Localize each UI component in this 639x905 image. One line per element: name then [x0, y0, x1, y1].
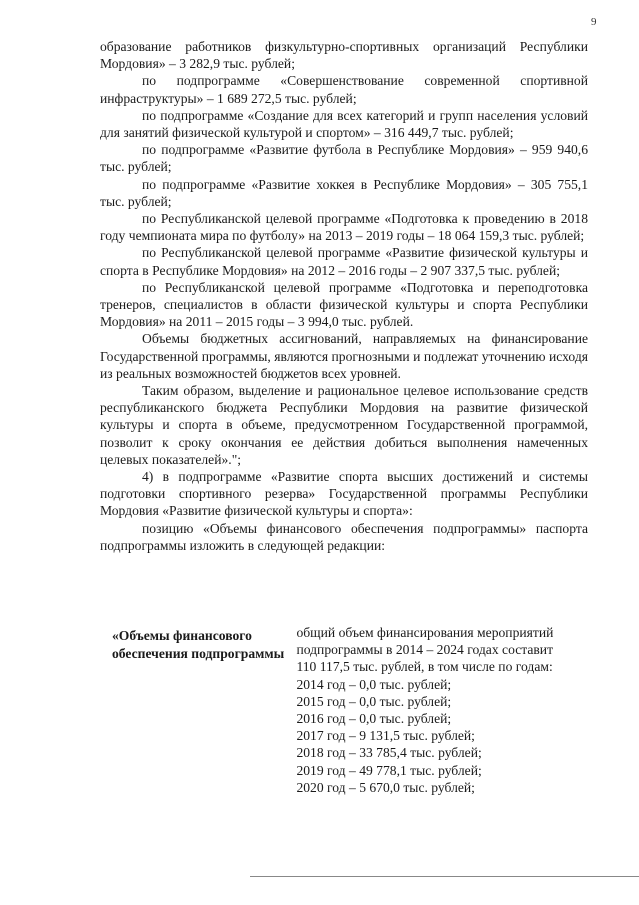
year-amount-line: 2020 год – 5 670,0 тыс. рублей; — [296, 779, 475, 795]
passport-intro-line: общий объем финансирования мероприятий — [296, 625, 554, 640]
paragraph: по подпрограмме «Развитие хоккея в Республике Мордовия» – 305 755,1 тыс. рублей; — [100, 176, 588, 209]
paragraph: позицию «Объемы финансового обеспечения подпрограммы» паспорта подпрограммы изложить в следующей редакции: — [100, 520, 588, 553]
paragraph: по Республиканской целевой программе «Подготовка к проведению в 2018 году чемпионата мира по футболу» на 2013 – 2019 годы – 18 064 159,3 тыс. рублей; — [100, 211, 588, 244]
paragraph: Объемы бюджетных ассигнований, направляемых на финансирование Государственной программы, являются прогнозными и подлежат уточнению исходя из реальных возможностей бюджетов всех уровней. — [100, 331, 588, 381]
paragraph: по Республиканской целевой программе «Подготовка и переподготовка тренеров, специалистов в области физической культуры и спорта Республики Мордовия» на 2011 – 2015 годы – 3 994,0 тыс. рублей. — [100, 279, 588, 330]
passport-intro-line: 110 117,5 тыс. рублей, в том числе по годам: — [296, 659, 553, 675]
financing-passport-table — [112, 624, 590, 796]
scan-edge-line — [250, 876, 639, 877]
year-amount-line: 2017 год – 9 131,5 тыс. рублей; — [296, 728, 475, 744]
paragraph: по подпрограмме «Развитие футбола в Республике Мордовия» – 959 940,6 тыс. рублей; — [100, 142, 588, 175]
passport-intro-line: подпрограммы в 2014 – 2024 годах составит — [296, 642, 554, 658]
paragraph: по подпрограмме «Совершенствование современной спортивной инфраструктуры» – 1 689 272,5 тыс. рублей; — [100, 73, 588, 106]
page-number: 9 — [591, 16, 597, 28]
year-amount-line: 2019 год – 49 778,1 тыс. рублей; — [296, 762, 482, 778]
paragraph: по Республиканской целевой программе «Развитие физической культуры и спорта в Республике Мордовия» на 2012 – 2016 годы – 2 907 337,5 тыс. рублей; — [100, 245, 588, 278]
document-body — [100, 38, 588, 554]
paragraph: по подпрограмме «Создание для всех категорий и групп населения условий для занятий физической культурой и спортом» – 316 449,7 тыс. рублей; — [100, 107, 588, 141]
year-amount-line: 2015 год – 0,0 тыс. рублей; — [296, 693, 452, 709]
paragraph: 4) в подпрограмме «Развитие спорта высших достижений и системы подготовки спортивного резерва» Государственной программы Республики Мордовия «Развитие физической культуры и спорта»: — [100, 469, 588, 519]
year-amount-line: 2018 год – 33 785,4 тыс. рублей; — [296, 745, 482, 761]
paragraph: Таким образом, выделение и рациональное целевое использование средств республиканского бюджета Республики Мордовия на развитие физической культуры и спорта в объеме, предусмотренном Государственной программой, позволит к сроку окончания ее действия добиться выполнения намеченных целевых показателей»."; — [100, 383, 588, 467]
passport-values — [296, 624, 590, 796]
year-amount-line: 2016 год – 0,0 тыс. рублей; — [296, 711, 452, 727]
paragraph: образование работников физкультурно-спортивных организаций Республики Мордовия» – 3 282,9 тыс. рублей; — [100, 39, 588, 72]
passport-label: «Объемы финансового обеспечения подпрограммы — [112, 628, 285, 661]
year-amount-line: 2014 год – 0,0 тыс. рублей; — [296, 676, 452, 692]
